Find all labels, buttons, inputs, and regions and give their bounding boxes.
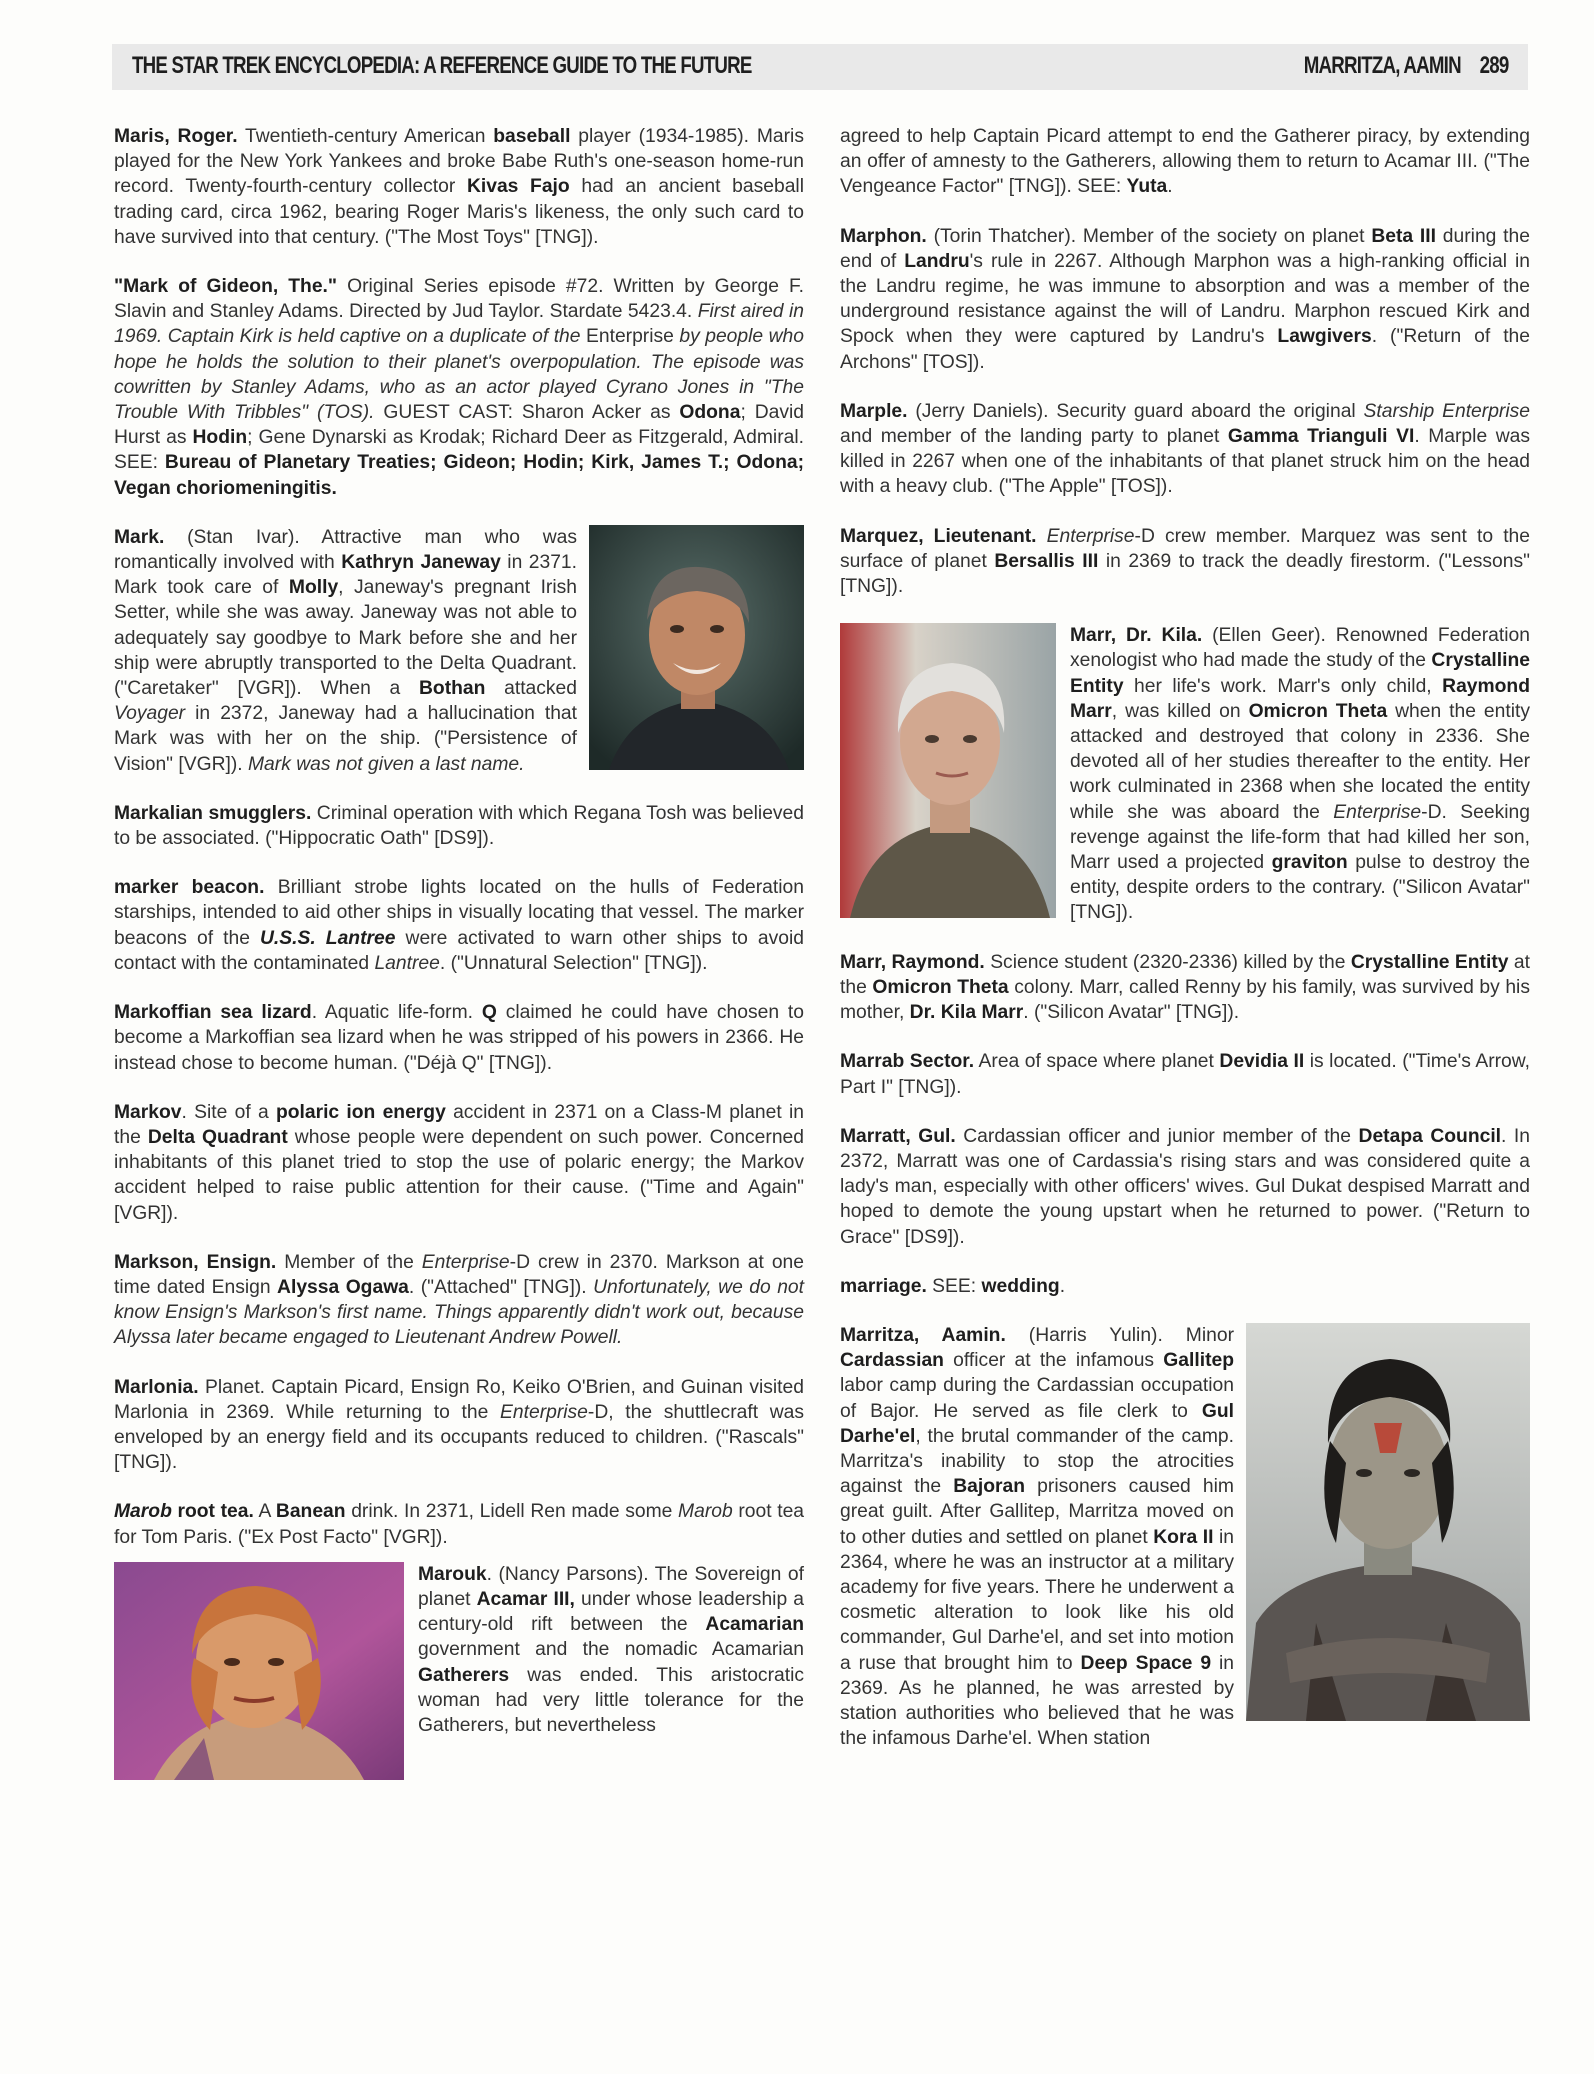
page-number: 289 (1479, 52, 1508, 79)
entry-marker-beacon: marker beacon. Brilliant strobe lights located on the hulls of Federation starships, intended to aid other ships in visually locating that vessel. The marker beacons of the U.S.S. Lantree were activated to warn other ships to avoid contact with the contaminated Lantree. ("Unnatural Selection" [TNG]). (114, 877, 804, 974)
entry-marob-root-tea: Marob root tea. A Banean drink. In 2371, Lidell Ren made some Marob root tea for Tom Paris. ("Ex Post Facto" [VGR]). (114, 1501, 805, 1548)
entry-markalian-smugglers: Markalian smugglers. Criminal operation with which Regana Tosh was believed to be associated. ("Hippocratic Oath" [DS9]). (114, 802, 805, 850)
entry-maris-roger: Maris, Roger. Twentieth-century American baseball player (1934-1985). Maris played for the New York Yankees and broke Babe Ruth's one-season home-run record. Twenty-fourth-century collector Kivas Fajo had an ancient baseball trading card, circa 1962, bearing Roger Maris's likeness, the only such card to have survived into that century. ("The Most Toys" [TNG]). (114, 126, 804, 248)
entry-marritza-aamin: Marritza, Aamin. (Harris Yulin). Minor Cardassian officer at the infamous Gallitep labor camp during the Cardassian occupation of Bajor. He served as file clerk to Gul Darhe'el, the brutal commander of the camp. Marritza's inability to stop the atrocities against the Bajoran prisoners caused him great guilt. After Gallitep, Marritza moved on to other duties and settled on planet Kora II in 2364, where he was an instructor at a military academy for five years. There he underwent a cosmetic alteration to look like his old commander, Gul Darhe'el, and set into motion a ruse that brought him to Deep Space 9 in 2369. As he planned, he was arrested by station authorities who believed that he was the infamous Darhe'el. When station (840, 1323, 1530, 1751)
entry-marphon: Marphon. (Torin Thatcher). Member of the society on planet Beta III during the end of Landru's rule in 2267. Although Marphon was a high-ranking official in the Landru regime, he was immune to absorption and was a member of the underground resistance against the will of Landru. Marphon rescued Kirk and Spock when they were captured by Landru's Lawgivers. ("Return of the Archons" [TOS]). (840, 225, 1530, 373)
marritza-photo (1246, 1323, 1530, 1721)
book-title: THE STAR TREK ENCYCLOPEDIA: A REFERENCE GUIDE TO THE FUTURE (132, 52, 752, 79)
entry-markson-ensign: Markson, Ensign. Member of the Enterprise-D crew in 2370. Markson at one time dated Ensign Alyssa Ogawa. ("Attached" [TNG]). Unfortunately, we do not know Ensign's Markson's first name. Things apparently didn't work out, because Alyssa later became engaged to Lieutenant Andrew Powell. (114, 1251, 805, 1349)
page-header (112, 44, 1528, 90)
running-head-entry: MARRITZA, AAMIN (1303, 52, 1461, 79)
right-column (840, 124, 1530, 1775)
entry-marouk-continued: agreed to help Captain Picard attempt to end the Gatherer piracy, by extending an offer of amnesty to the Gatherers, allowing them to return to Acamar III. ("The Vengeance Factor" [TNG]). SEE: Yuta. (840, 126, 1530, 198)
entry-marouk: Marouk. (Nancy Parsons). The Sovereign of planet Acamar III, under whose leadership a century-old rift between the Acamarian government and the nomadic Acamarian Gatherers was ended. This aristocratic woman had very little tolerance for the Gatherers, but nevertheless (114, 1562, 804, 1738)
entry-marr-raymond: Marr, Raymond. Science student (2320-2336) killed by the Crystalline Entity at the Omicron Theta colony. Marr, called Renny by his family, was survived by his mother, Dr. Kila Marr. ("Silicon Avatar" [TNG]). (840, 951, 1531, 1024)
entry-markoffian-sea-lizard: Markoffian sea lizard. Aquatic life-form. Q claimed he could have chosen to become a Markoffian sea lizard when he was stripped of his powers in 2366. He instead chose to become human. ("Déjà Q" [TNG]). (114, 1002, 804, 1074)
entry-marple: Marple. (Jerry Daniels). Security guard aboard the original Starship Enterprise and member of the landing party to planet Gamma Trianguli VI. Marple was killed in 2267 when one of the inhabitants of that planet struck him on the head with a heavy club. ("The Apple" [TOS]). (840, 400, 1531, 498)
entry-mark-of-gideon: "Mark of Gideon, The." Original Series episode #72. Written by George F. Slavin and Stanley Adams. Directed by Jud Taylor. Stardate 5423.4. First aired in 1969. Captain Kirk is held captive on a duplicate of the Enterprise by people who hope he holds the solution to their planet's overpopulation. The episode was cowritten by Stanley Adams, who as an actor played Cyrano Jones in "The Trouble With Tribbles" (TOS). GUEST CAST: Sharon Acker as Odona; David Hurst as Hodin; Gene Dynarski as Krodak; Richard Deer as Fitzgerald, Admiral. SEE: Bureau of Planetary Treaties; Gideon; Hodin; Kirk, James T.; Odona; Vegan choriomeningitis. (114, 276, 805, 499)
entry-markov: Markov. Site of a polaric ion energy accident in 2371 on a Class-M planet in the Delta Quadrant whose people were dependent on such power. Concerned inhabitants of this planet tried to stop the use of polaric energy; the Markov accident helped to raise public attention for their cause. ("Time and Again" [VGR]). (114, 1101, 804, 1224)
left-column (114, 124, 804, 1784)
entry-marratt-gul: Marratt, Gul. Cardassian officer and junior member of the Detapa Council. In 2372, Marratt was one of Cardassia's rising stars and was considered quite a lady's man, especially with other officers' wives. Gul Dukat despised Marratt and hoped to demote the young upstart when he returned to power. ("Return to Grace" [DS9]). (840, 1125, 1531, 1248)
entry-marr-kila: Marr, Dr. Kila. (Ellen Geer). Renowned Federation xenologist who had made the study of the Crystalline Entity her life's work. Marr's only child, Raymond Marr, was killed on Omicron Theta when the entity attacked and destroyed that colony in 2336. She devoted all of her studies thereafter to the entity. Her work culminated in 2368 when she located the entity while she was aboard the Enterprise-D. Seeking revenge against the life-form that had killed her son, Marr used a projected graviton pulse to destroy the entity, despite orders to the contrary. ("Silicon Avatar" [TNG]). (840, 623, 1530, 925)
entry-marrab-sector: Marrab Sector. Area of space where planet Devidia II is located. ("Time's Arrow, Part I" [TNG]). (840, 1051, 1530, 1098)
running-head (1303, 52, 1508, 80)
entry-marriage: marriage. SEE: wedding. (840, 1275, 1066, 1297)
entry-mark: Mark. (Stan Ivar). Attractive man who was romantically involved with Kathryn Janeway in 2371. Mark took care of Molly, Janeway's pregnant Irish Setter, while she was away. Janeway was not able to adequately say goodbye to Mark before she and her ship were abruptly transported to the Delta Quadrant. ("Caretaker" [VGR]). When a Bothan attacked Voyager in 2372, Janeway had a hallucination that Mark was with her on the ship. ("Persistence of Vision" [VGR]). Mark was not given a last name. (114, 525, 804, 777)
marouk-photo (114, 1562, 404, 1780)
kila-marr-photo (840, 623, 1056, 918)
entry-marquez-lieutenant: Marquez, Lieutenant. Enterprise-D crew member. Marquez was sent to the surface of planet Bersallis III in 2369 to track the deadly firestorm. ("Lessons" [TNG]). (840, 525, 1530, 598)
entry-marlonia: Marlonia. Planet. Captain Picard, Ensign Ro, Keiko O'Brien, and Guinan visited Marlonia in 2369. While returning to the Enterprise-D, the shuttlecraft was enveloped by an energy field and its occupants reduced to children. ("Rascals" [TNG]). (114, 1376, 805, 1474)
mark-photo (589, 525, 804, 770)
